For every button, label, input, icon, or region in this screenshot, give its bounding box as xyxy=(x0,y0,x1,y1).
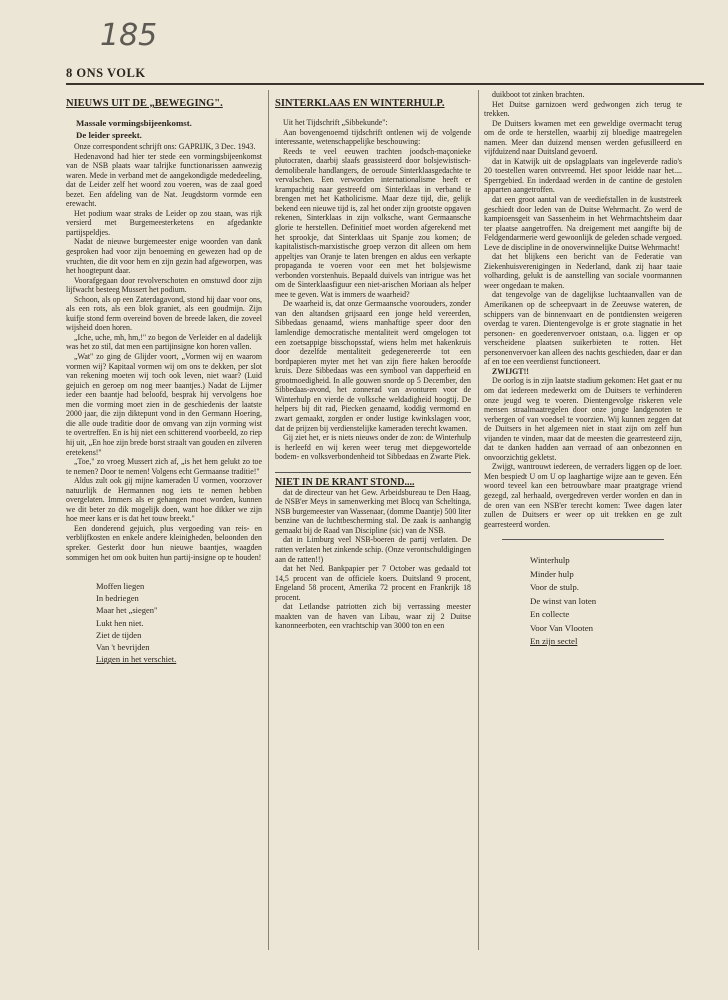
poem-line: De winst van loten xyxy=(530,595,597,606)
poem-line: Winterhulp xyxy=(530,555,570,566)
paragraph: Aan bovengenoemd tijdschrift ontlenen wij de volgende interessante, wetenschappelijke beschouwing: xyxy=(275,127,471,147)
column-1 xyxy=(66,90,262,958)
paragraph: Onze correspondent schrijft ons: GAPRIJK, 3 Dec. 1943. xyxy=(74,142,256,151)
article-subtitle: Massale vormingsbijeenkomst. xyxy=(76,118,192,128)
poem-line: Minder hulp xyxy=(530,568,574,579)
article-subtitle: De leider spreekt. xyxy=(76,130,142,140)
paragraph: dat een groot aantal van de veediefstallen in de kuststreek geschiedt door leden van de Duitse Wehrmacht. Zo werd de kampioensgeit van Sassenheim in het Wehrmachtsheim daar ter plaatse aangetroffen. Na dreigement met aangifte bij de Feldgendarmerie werd gewoonlijk de geleden schade vergoed. Leve de discipline in de onoverwinnelijke Duitse Wehrmacht! xyxy=(484,195,682,252)
separator xyxy=(502,539,664,540)
poem-line: Ziet de tijden xyxy=(96,629,142,640)
poem-line: En zijn sectel xyxy=(530,636,578,647)
paragraph: dat de directeur van het Gew. Arbeidsbureau te Den Haag, de NSB'er Meys in samenwerking met Blocq van Scheltinga, NSB burgemeester van Wassenaar, (domme Daantje) 500 liter benzine van de luchtbescherming stal. De zaak is aanhangig gemaakt bij de Raad van Discipline (sic) van de NSB. xyxy=(275,487,471,535)
paragraph: Aldus zult ook gij mijne kameraden U vormen, voorzover natuurlijk de Hermannen nog iets te nemen hebben overgelaten. Immers als er gehangen moet worden, kunnen we dit beter zo dik mogelijk doen, want hoe dikker we zijn hoe meer kans er is dat het touw breekt." xyxy=(66,476,262,524)
poem-line: In bedriegen xyxy=(96,593,139,604)
paragraph: „Toe," zo vroeg Mussert zich af, „is het hem gelukt zo toe te nemen? Door te nemen! Volgens echt Germaanse traditie!" xyxy=(66,457,262,476)
paragraph: De Duitsers kwamen met een geweldige overmacht terug om de orde te herstellen, waarbij zij bloedige maatregelen namen. Meer dan duizend mensen werden gefusilleerd en vijfduizend naar Duitsland gevoerd. xyxy=(484,118,682,157)
section-title: NIET IN DE KRANT STOND.... xyxy=(275,472,471,488)
paragraph: Nadat de nieuwe burgemeester enige woorden van dank gesproken had voor zijn benoeming en gewezen had op de vruchten, die dit voor hem en zijn gezin had afgeworpen, was het hoogtepunt daar. xyxy=(66,237,262,276)
column-divider xyxy=(478,90,479,950)
poem-line: En collecte xyxy=(530,609,570,620)
poem-line: Moffen liegen xyxy=(96,581,145,592)
poem-line: Van 't bevrijden xyxy=(96,642,150,653)
paragraph: Het Duitse garnizoen werd gedwongen zich terug te trekken. xyxy=(484,99,682,119)
section-heading: ZWIJGT!! xyxy=(492,366,529,376)
column-3 xyxy=(484,90,682,958)
paragraph: dat tengevolge van de dagelijkse luchtaanvallen van de Amerikanen op de scheepvaart in de Zeeuwse wateren, de schippers van de binnenvaart en de pontdiensten weigeren overdag te varen. Dientengevolge is er grote stagnatie in het personen- en goederenvervoer ontstaan, o.a. liggen er op verscheidene plaatsen suikerbieten te rotten. Het personenvervoer kan alleen des nachts geschieden, daar er dan af en toe een veerdienst functioneert. xyxy=(484,290,682,367)
paragraph: Uit het Tijdschrift „Sibbekunde": xyxy=(283,118,388,127)
paragraph: dat in Limburg veel NSB-boeren de partij verlaten. De ratten verlaten het zinkende schip. (Onze verontschuldigingen aan de ratten!!) xyxy=(275,535,471,564)
article-title: NIEUWS UIT DE „BEWEGING". xyxy=(66,98,223,109)
paragraph: „Wat" zo ging de Glijder voort, „Vormen wij en waarom vormen wij? Kapitaal vormen wij om ons te dekken, per slot van rekening moeten wij toch ook leven, niet waar? (Luid gejuich en geroep om nog meer baantjes.) Nadat de Lijmer ieder een baantje had beloofd, besprak hij vervolgens hoe men die vorming moet zien in de geschiedenis der laatste 2000 jaar, die zijn diktepunt vond in den Germann Hoering, die alle oude traditie door de omvang van zijn vorming wist te overtreffen. En is hij niet een schitterend voorbeeld, zo riep hij uit, „En hoe zijn brede borst straalt van gouden en zilveren eretekens!" xyxy=(66,352,262,457)
paragraph: De waarheid is, dat onze Germaansche voorouders, zonder van den altandsen grijsaard een jonge held vereerden, Sibbedaas genaamd, wiens manhaftige speer door den lamlendige democratische mentaliteit werd omgelogen tot een zoetsappige bisschopsstaf, wiens helm met hakenkruis door dezelfde mentaliteit gedegenereerde tot een bordpapieren myter met het van zijn fiere haken beroofde kruis. Deze Sibbedaas was een symbool van dapperheid en grootmoedigheid. In alle gouwen snorde op 5 December, den Sibbedaas-avond, het zonnerad van avonturen voor de Winterhulp en vierde de volksche weldadigheid hoogtij. De helpers bij dit rad, Piecken genaamd, koddig vermomd en zwart gemaakt, zorgden er onder lustige kwinkslagen voor, dat de prijzen bij verdienstelijke kameraden terecht kwamen. xyxy=(275,299,471,433)
paragraph: Zwijgt, wantrouwt iedereen, de verraders liggen op de loer. Men bespiedt U om U op laaghartige wijze aan te geven. Eén woord teveel kan een betrouwbare maar praatgrage vriend gezegd, zal herhaald, overgedreven verder worden en dan in de oren van een NSB'er terecht komen: Twee dagen later zullen de Duitsers er weer op uit trekken en ge zult gearresteerd worden. xyxy=(484,462,682,529)
paragraph: dat Letlandse patriotten zich bij verrassing meester maakten van de haven van Libau, waar zij 2 Duitse kanonneerboten, een vrachtschip van 3000 ton en een xyxy=(275,602,471,631)
poem xyxy=(530,554,682,649)
article-title: SINTERKLAAS EN WINTERHULP. xyxy=(275,98,445,109)
paragraph: dat het Ned. Bankpapier per 7 October was gedaald tot 14,5 procent van de officiele koers. Duitsland 9 procent, Engeland 58 procent, Amerika 72 procent en Frankrijk 18 procent. xyxy=(275,564,471,602)
paragraph: Het podium waar straks de Leider op zou staan, was rijk versierd met Burgemeesterketens en afgedankte partijspeldjes. xyxy=(66,208,262,237)
paragraph: Hedenavond had hier ter stede een vormingsbijeenkomst van de NSB plaats waar talrijke functionarissen aanwezig waren. Mede in verband met de aangekondigde mededeeling, dat de Leider zelf het woord zou voeren, was de zaal goed bezet. Een afdeling van de Nat. Jeugdstorm vormde een erewacht. xyxy=(66,151,262,209)
handwritten-page-number: 185 xyxy=(100,18,158,53)
paragraph: Gij ziet het, er is niets nieuws onder de zon: de Winterhulp is herleefd en wij keren weer terug met diepgewortelde bodem- en volksverbondenheid tot Sibbedaas en Zwarte Piek. xyxy=(275,433,471,462)
poem-line: Voor de stulp. xyxy=(530,582,579,593)
column-2 xyxy=(275,90,471,958)
paragraph: De oorlog is in zijn laatste stadium gekomen: Het gaat er nu om dat iedereen medewerkt om de Duitsers te verhinderen onze jeugd weg te voeren. Dientengevolge riskeren vele mensen straalmaatregelen door onze jonge landgenoten te verbergen of van voedsel te voorzien. Wij kunnen zeggen dat de Duitsers in het algemeen niet in staat zijn om zelf hun vijanden te vinden, maar dat de meesten die gearresteerd zijn, dat te danken hadden aan verraad of aan onbezonnen en onvoorzichtig gekletst. xyxy=(484,376,682,462)
poem-line: Voor Van Vlooten xyxy=(530,622,594,633)
paragraph: Een donderend gejuich, plus vergoeding van reis- en verblijfkosten en enkele andere kleinigheden, beloonden den spreker. Gesterkt door hun nieuwe baantjes, waagden sommigen het om ook buiten hun partij-insigne op te houden! xyxy=(66,523,262,562)
poem xyxy=(96,580,262,665)
poem-line: Liggen in het verschiet. xyxy=(96,654,177,665)
poem-line: Maar het „siegen" xyxy=(96,605,158,616)
poem-line: Lukt hen niet. xyxy=(96,617,144,628)
page-header: 8 ONS VOLK xyxy=(66,66,146,80)
paragraph: „Iche, uche, mh, hm,!" zo begon de Verleider en al dadelijk was het zo stil, dat men een partijinsigne kon horen vallen. xyxy=(66,332,262,352)
paragraph: dat in Katwijk uit de opslagplaats van ingeleverde radio's 20 toestellen waren ontvreemd. Het spoor leidde naar het.... Sperrgebied. En inderdaad werden in de cantine de gestolen apparten aangetroffen. xyxy=(484,156,682,195)
paragraph: Reeds te veel eeuwen trachten joodsch-maçonieke plutocraten, daarbij slaafs geassisteerd door bolsjewistisch-demoliberale handlangers, de oeroude Sinterklaasgedachte te vervalschen. Een verworden internationalisme heeft er krampachtig naar gestreefd om Sinterklaas in verband te brengen met het Katholicisme. Maar deze tijd, die, gelijk bekend een nieuwe tijd is, zal het onder zijn grootste opgaven rekenen, Sinterklaas in zijn volksche, want Germaansche glorie te herstellen. Definitief moet worden afgerekend met het sprookje, dat Sinterklaas uit Spanje zou komen; de kapitalistisch-marxistische groep verzon dit alleen om hem appeltjes van Oranje te laten brengen en aldus een verkapte propaganda te voeren voor een met het bolsjewisme verbonden vorstenhuis. Bepaald duivels van intrigue was het om de Sinterklaasfiguur een niet-arischen Moriaan als helper mee te geven. Wat is immers de waarheid? xyxy=(275,146,471,299)
paragraph: duikboot tot zinken brachten. xyxy=(492,90,585,99)
paragraph: Schoon, als op een Zaterdagavond, stond hij daar voor ons, als een rots, als een blok graniet, als een goudmijn. Zijn kuifje stond ferm overeind boven de breede laken, die zoveel wijsheid doen horen. xyxy=(66,294,262,333)
paragraph: dat het blijkens een bericht van de Federatie van Ziekenhuisverenigingen in Nederland, dank zij haar taaie volharding, gelukt is de aanstelling van sociale voormannen weer ongedaan te maken. xyxy=(484,252,682,290)
column-divider xyxy=(268,90,269,950)
header-rule xyxy=(66,83,704,85)
paragraph: Voorafgegaan door revolverschoten en omstuwd door zijn lijfwacht besteeg Mussert het podium. xyxy=(66,275,262,295)
